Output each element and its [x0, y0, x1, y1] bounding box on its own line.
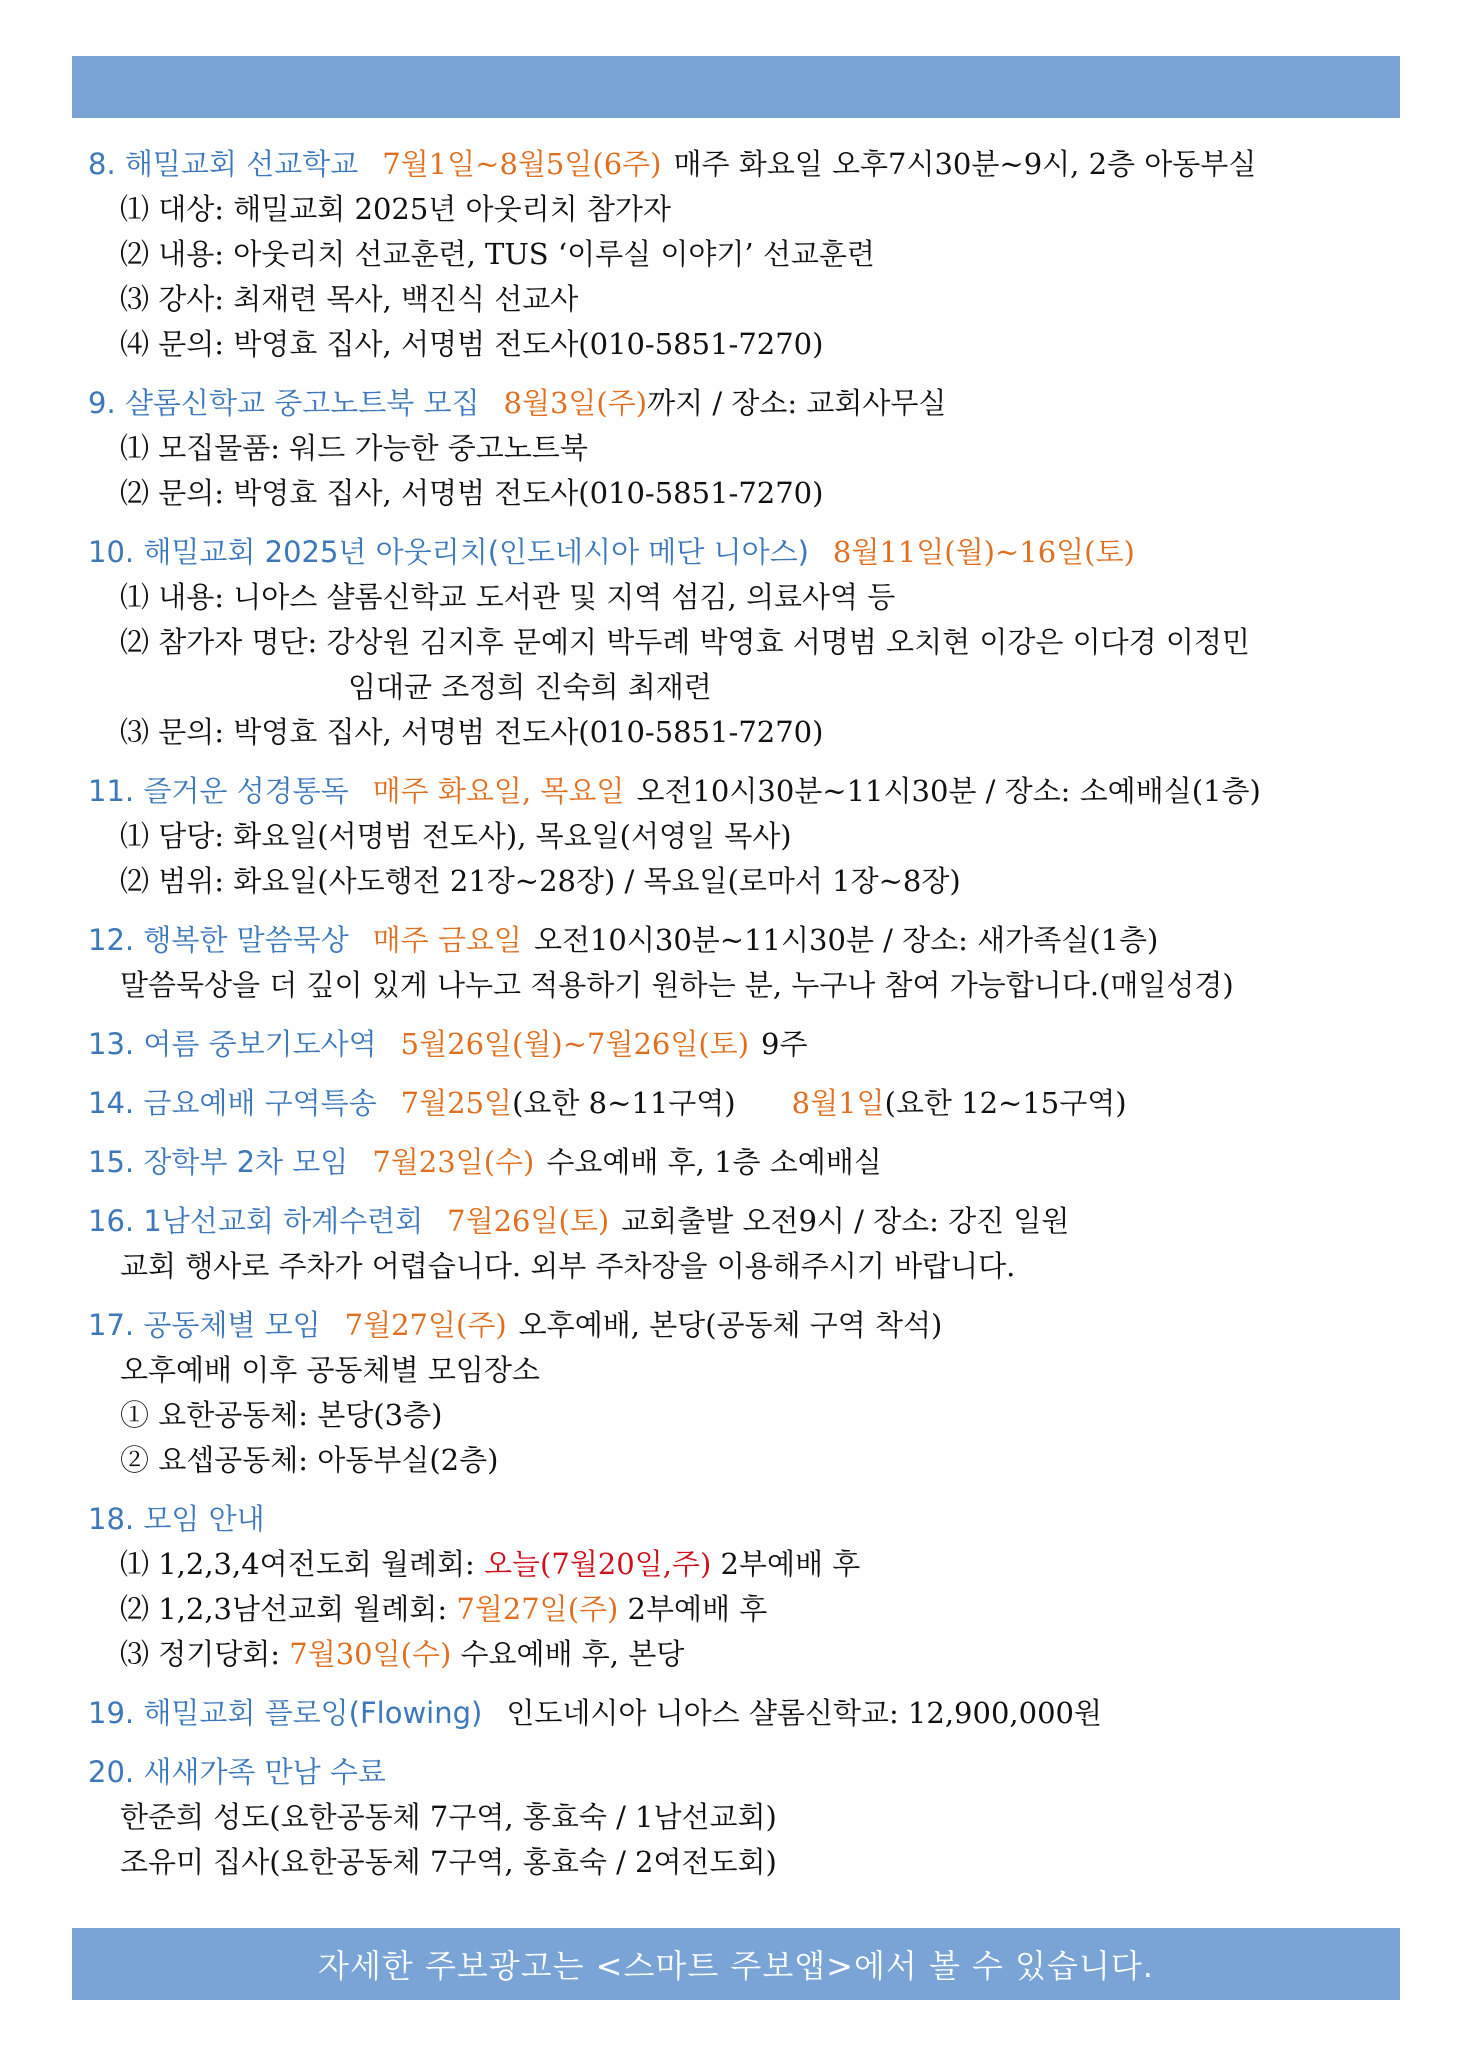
item-title: 12. 행복한 말씀묵상 — [88, 923, 349, 957]
item-15 — [88, 1140, 1388, 1185]
item-10 — [88, 530, 1388, 755]
item-8 — [88, 142, 1388, 367]
item-detail: 오전10시30분~11시30분 / 장소: 소예배실(1층) — [636, 774, 1261, 808]
item-line: ⑷ 문의: 박영효 집사, 서명범 전도사(010-5851-7270) — [120, 327, 824, 361]
item-line — [88, 1632, 1388, 1677]
item-title: 10. 해밀교회 2025년 아웃리치(인도네시아 메단 니아스) — [88, 535, 809, 569]
item-detail-2: (요한 12~15구역) — [884, 1086, 1127, 1120]
item-title: 14. 금요예배 구역특송 — [88, 1086, 377, 1120]
item-title: 9. 샬롬신학교 중고노트북 모집 — [88, 386, 480, 420]
item-date-2: 8월1일 — [791, 1086, 885, 1120]
item-title: 15. 장학부 2차 모임 — [88, 1145, 349, 1179]
item-detail: 9주 — [761, 1027, 808, 1061]
item-line: ⑵ 범위: 화요일(사도행전 21장~28장) / 목요일(로마서 1장~8장) — [120, 864, 961, 898]
item-line: ⑶ 강사: 최재련 목사, 백진식 선교사 — [120, 282, 579, 316]
sub-label: ⑵ 1,2,3남선교회 월례회: — [120, 1592, 457, 1626]
item-date: 8월3일(주) — [503, 386, 648, 420]
item-11 — [88, 769, 1388, 904]
item-line: ⑴ 내용: 니아스 샬롬신학교 도서관 및 지역 섬김, 의료사역 등 — [120, 580, 896, 614]
header-bar — [72, 56, 1400, 118]
item-title: 17. 공동체별 모임 — [88, 1308, 321, 1342]
item-detail: 오전10시30분~11시30분 / 장소: 새가족실(1층) — [533, 923, 1159, 957]
item-line: ⑶ 문의: 박영효 집사, 서명범 전도사(010-5851-7270) — [120, 715, 824, 749]
item-line: 조유미 집사(요한공동체 7구역, 홍효숙 / 2여전도회) — [120, 1845, 777, 1879]
item-line: ① 요한공동체: 본당(3층) — [120, 1398, 443, 1432]
item-line: ⑴ 모집물품: 워드 가능한 중고노트북 — [120, 431, 588, 465]
item-title: 11. 즐거운 성경통독 — [88, 774, 349, 808]
item-line: ⑵ 참가자 명단: 강상원 김지후 문예지 박두례 박영효 서명범 오치현 이강은 이다경 이정민 — [120, 625, 1250, 659]
item-date: 7월1일~8월5일(6주) — [382, 147, 662, 181]
sub-date-today: 오늘(7월20일,주) — [483, 1547, 712, 1581]
item-17 — [88, 1303, 1388, 1483]
item-line: 교회 행사로 주차가 어렵습니다. 외부 주차장을 이용해주시기 바랍니다. — [120, 1249, 1016, 1283]
item-16 — [88, 1199, 1388, 1289]
item-detail: 오후예배, 본당(공동체 구역 착석) — [518, 1308, 943, 1342]
item-date: 매주 금요일 — [372, 923, 522, 957]
item-20 — [88, 1750, 1388, 1885]
item-line: ⑴ 대상: 해밀교회 2025년 아웃리치 참가자 — [120, 192, 671, 226]
sub-date: 7월27일(주) — [456, 1592, 619, 1626]
item-12 — [88, 918, 1388, 1008]
item-date: 7월23일(수) — [372, 1145, 535, 1179]
footer-text: 자세한 주보광고는 <스마트 주보앱>에서 볼 수 있습니다. — [318, 1947, 1154, 1985]
item-line: ⑴ 담당: 화요일(서명범 전도사), 목요일(서영일 목사) — [120, 819, 792, 853]
footer-bar — [72, 1928, 1400, 2000]
item-line: 한준희 성도(요한공동체 7구역, 홍효숙 / 1남선교회) — [120, 1800, 777, 1834]
item-detail: 교회출발 오전9시 / 장소: 강진 일원 — [621, 1204, 1070, 1238]
item-date: 7월26일(토) — [447, 1204, 610, 1238]
item-title: 20. 새새가족 만남 수료 — [88, 1755, 386, 1789]
item-title: 13. 여름 중보기도사역 — [88, 1027, 377, 1061]
announcement-list — [88, 142, 1388, 1899]
sub-label: ⑶ 정기당회: — [120, 1637, 290, 1671]
item-detail: 인도네시아 니아스 샬롬신학교: 12,900,000원 — [506, 1696, 1102, 1730]
item-detail: 매주 화요일 오후7시30분~9시, 2층 아동부실 — [673, 147, 1257, 181]
sub-label: ⑴ 1,2,3,4여전도회 월례회: — [120, 1547, 484, 1581]
item-line: 임대균 조정희 진숙희 최재련 — [348, 670, 712, 704]
item-line: ⑵ 문의: 박영효 집사, 서명범 전도사(010-5851-7270) — [120, 476, 824, 510]
item-18 — [88, 1497, 1388, 1677]
item-title: 19. 해밀교회 플로잉(Flowing) — [88, 1696, 483, 1730]
item-13 — [88, 1022, 1388, 1067]
item-9 — [88, 381, 1388, 516]
sub-detail: 2부예배 후 — [711, 1547, 861, 1581]
sub-detail: 수요예배 후, 본당 — [451, 1637, 685, 1671]
item-line: 말씀묵상을 더 깊이 있게 나누고 적용하기 원하는 분, 누구나 참여 가능합니다.(매일성경) — [120, 968, 1234, 1002]
item-detail: 까지 / 장소: 교회사무실 — [647, 386, 947, 420]
item-date: 7월25일 — [400, 1086, 513, 1120]
item-title: 8. 해밀교회 선교학교 — [88, 147, 359, 181]
item-detail: (요한 8~11구역) — [512, 1086, 736, 1120]
item-detail: 수요예배 후, 1층 소예배실 — [546, 1145, 882, 1179]
item-title: 18. 모임 안내 — [88, 1502, 265, 1536]
item-line: 오후예배 이후 공동체별 모임장소 — [120, 1353, 540, 1387]
item-date: 7월27일(주) — [344, 1308, 507, 1342]
item-line: ⑵ 내용: 아웃리치 선교훈련, TUS ‘이루실 이야기’ 선교훈련 — [120, 237, 875, 271]
sub-detail: 2부예배 후 — [618, 1592, 768, 1626]
item-line: ② 요셉공동체: 아동부실(2층) — [120, 1443, 499, 1477]
item-19 — [88, 1691, 1388, 1736]
item-line — [88, 1587, 1388, 1632]
item-date: 매주 화요일, 목요일 — [372, 774, 625, 808]
item-line — [88, 1542, 1388, 1587]
sub-date: 7월30일(수) — [289, 1637, 452, 1671]
item-title: 16. 1남선교회 하계수련회 — [88, 1204, 424, 1238]
item-date: 8월11일(월)~16일(토) — [832, 535, 1135, 569]
item-date: 5월26일(월)~7월26일(토) — [400, 1027, 750, 1061]
item-14 — [88, 1081, 1388, 1126]
